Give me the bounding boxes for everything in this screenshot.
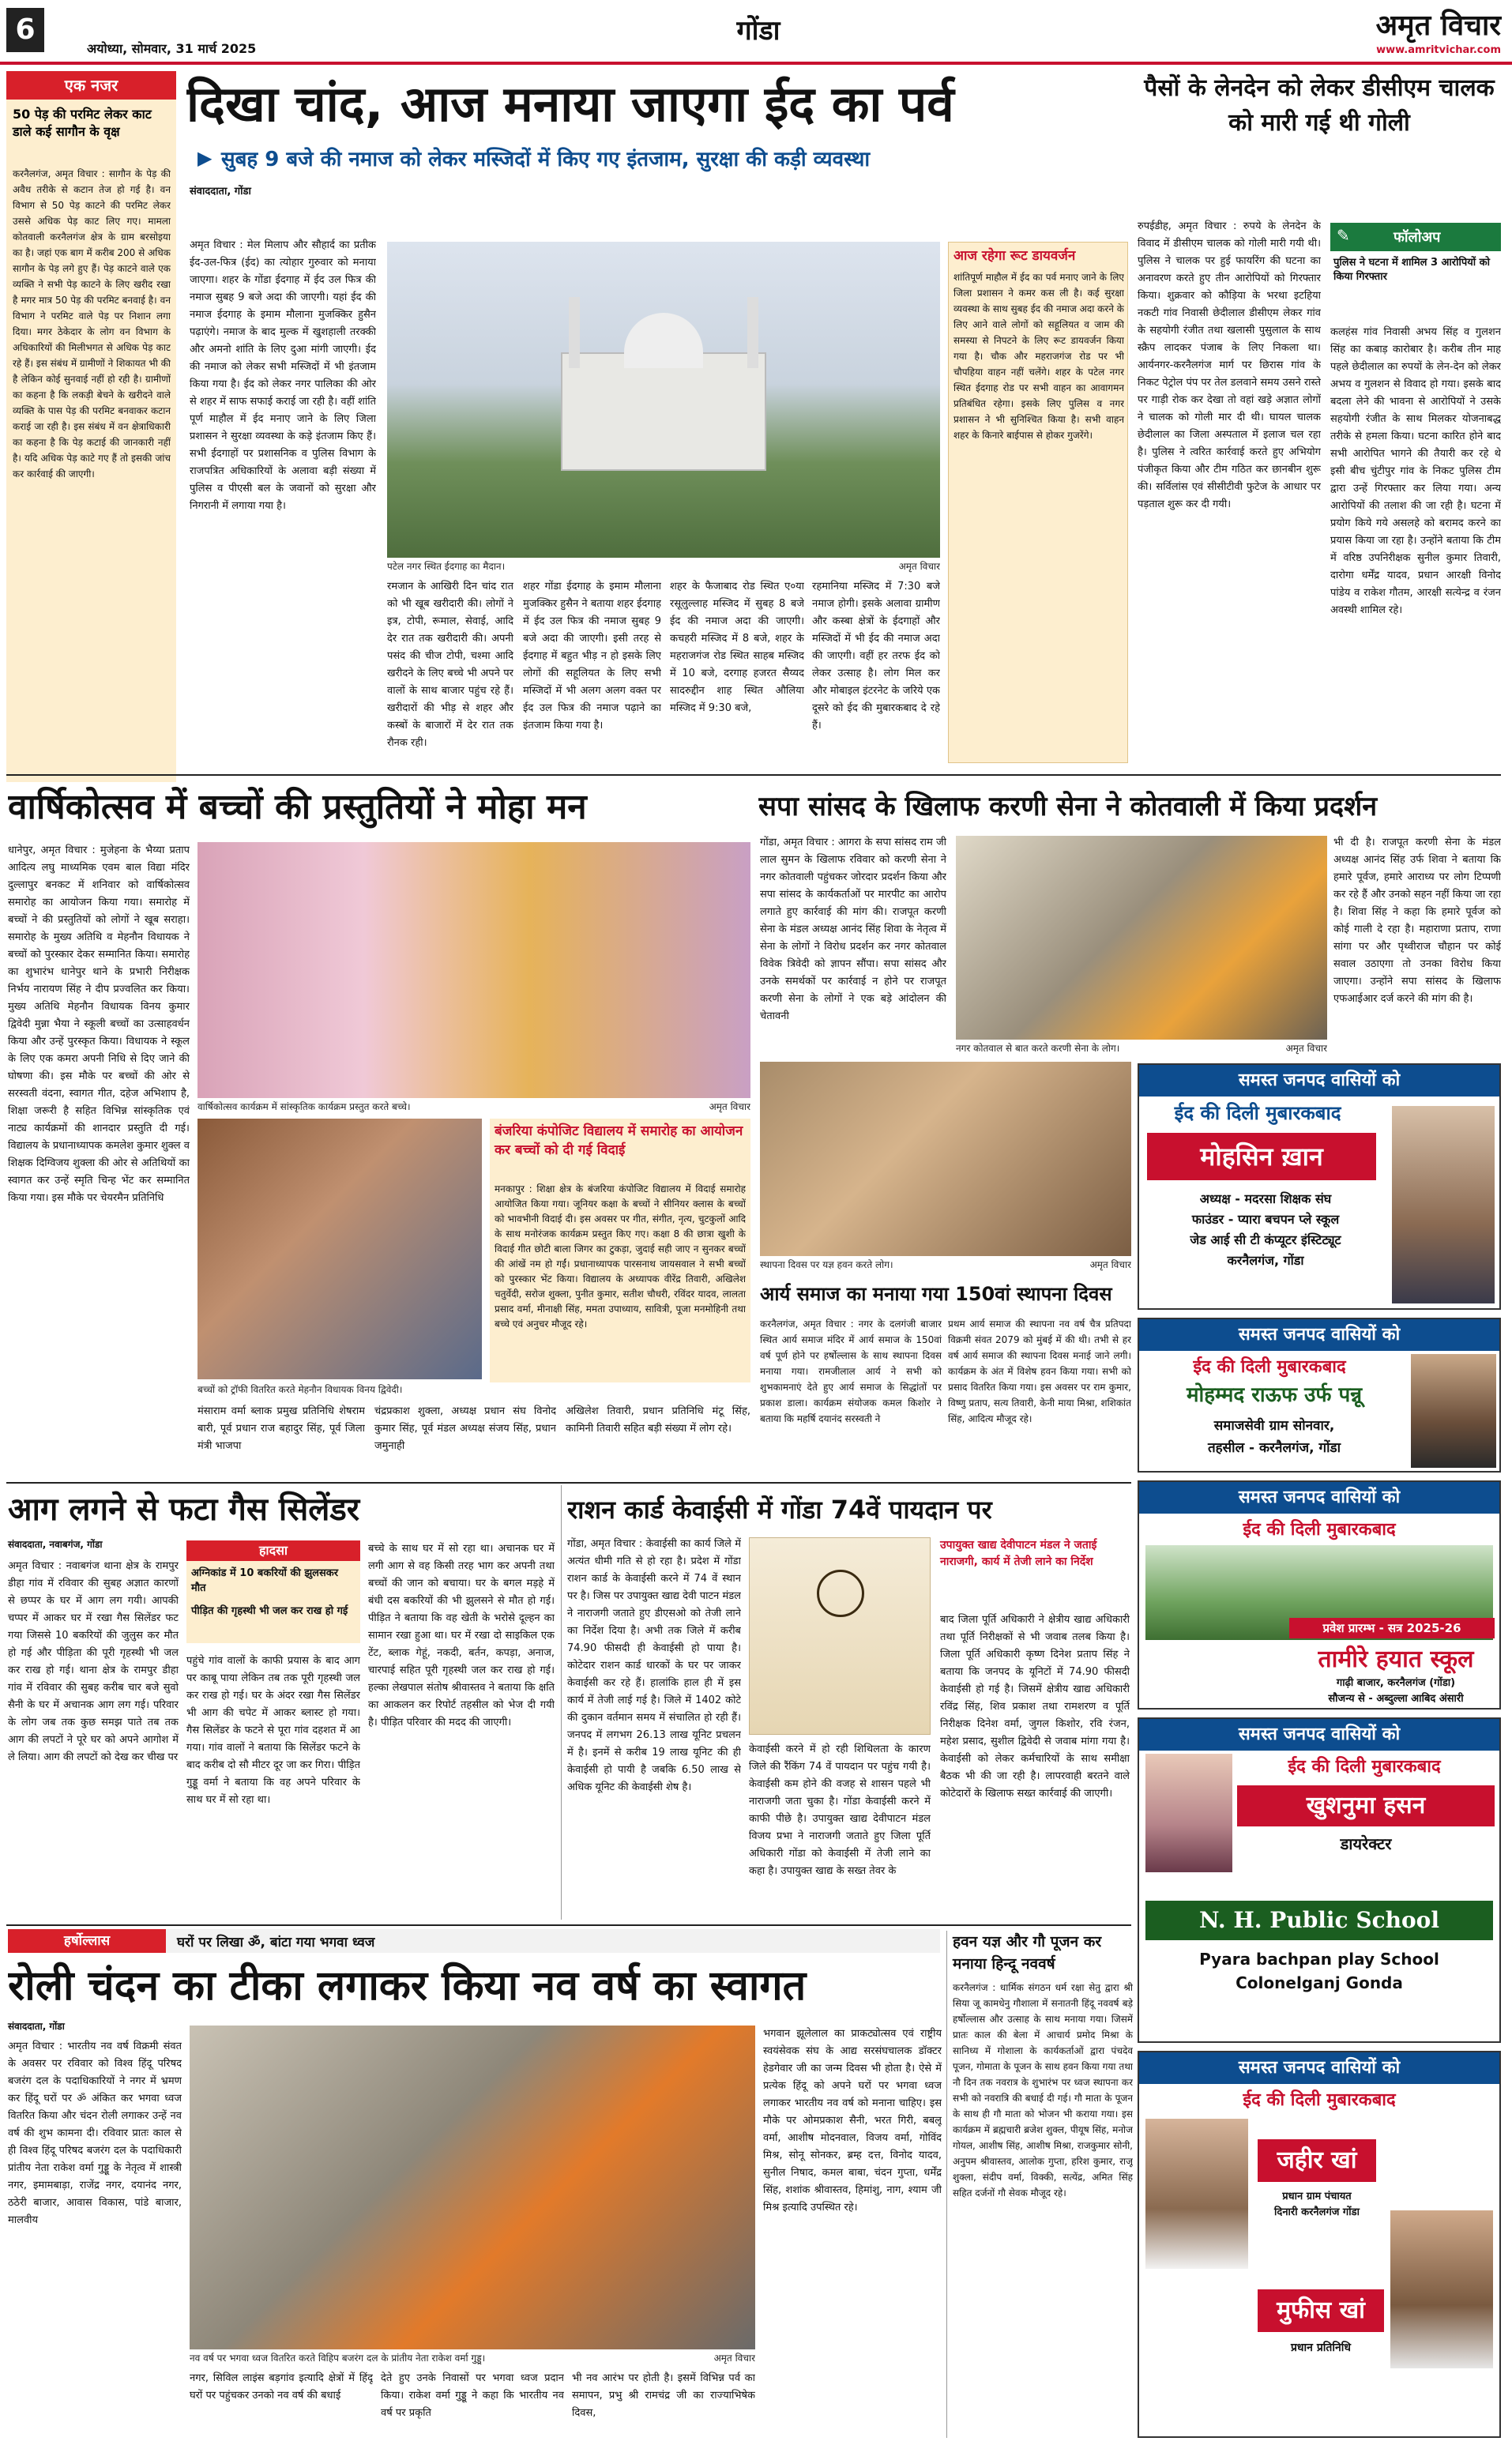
navvarsh-kicker-bar xyxy=(8,1929,940,1953)
ad1-detail-3: करनैलगंज, गोंडा xyxy=(1227,1253,1304,1268)
ad3-wish: ईद की दिली मुबारकबाद xyxy=(1243,1520,1396,1540)
navvarsh-kicker-sub: घरों पर लिखा ॐ, बांटा गया भगवा ध्वज xyxy=(177,1935,375,1950)
rule-1 xyxy=(6,774,1501,776)
followup-label: फॉलोअप xyxy=(1394,229,1441,246)
ek-nazar-label: एक नजर xyxy=(6,71,176,100)
dcm-body: रुपईडीह, अमृत विचार : रुपये के लेनदेन के विवाद में डीसीएम चालक को गोली मारी गयी थी। पुलिस ने चालक पर हुई फायरिंग की घटना का अनावरण करते हुए तीन आरोपियों को गिरफ्तार किया। शुक्रवार को कौड़िया के भरथा इटहिया नकटी गांव निवासी छेदीलाल डीसीएम लेकर गांव के सहयोगी रंजीत तथा खलासी पुसुलाल के साथ स्क्रैप लादकर पंजाब के लिए निकला था। आर्यनगर-करनैलगंज मार्ग पर छिरास गांव के निकट पेट्रोल पंप पर तेल डलवाने समय उसने रास्ते पर गाड़ी रोक कर देखा तो वहां खड़े अज्ञात लोगों ने चालक को गोली मार दी थी। घायल चालक छेदीलाल का जिला अस्पताल में इलाज चल रहा है। पुलिस ने त्वरित कार्रवाई करते हुए अभियोग पंजीकृत किया और टीम गठित कर छानबीन शुरू की। सर्विलांस एवं सीसीटीवी फुटेज के आधार पर पड़ताल शुरू कर दी गयी। xyxy=(1138,220,1321,510)
annual-bottom-col3: अखिलेश तिवारी, प्रधान प्रतिनिधि मंटू सिंह, कामिनी तिवारी सहित बड़ी संख्या में लोग रहे। xyxy=(566,1405,750,1435)
ad5-wish: ईद की दिली मुबारकबाद xyxy=(1243,2090,1396,2110)
annual-photo2-caption: बच्चों को ट्रॉफी वितरित करते मेहनौन विधायक विनय द्विवेदी। xyxy=(197,1382,482,1396)
paper-logo: अमृत विचार xyxy=(1375,9,1501,42)
ad2-portrait xyxy=(1411,1354,1496,1468)
ration-col3: बाद जिला पूर्ति अधिकारी ने क्षेत्रीय खाद्य अधिकारी तथा पूर्ति निरीक्षकों से भी जवाब तलब किया है। जिला पूर्ति अधिकारी कृष्ण दिनेश प्रताप सिंह ने बताया कि जनपद के यूनिटों में 74.90 फीसदी केवाईसी हो गई है। जिसमें क्षेत्रीय खाद्य अधिकारी रविंद्र सिंह, शिव प्रकाश तथा रामशरण व पूर्ति निरीक्षक दिनेश वर्मा, जुगल किशोर, रवि रंजन, महेश प्रसाद, सुशील द्विवेदी से जवाब मांगा गया है। केवाईसी को लेकर कर्मचारियों के साथ समीक्षा बैठक भी की जा रही है। लापरवाही बरतने वाले कोटेदारों के खिलाफ सख्त कार्रवाई की जाएगी। xyxy=(940,1614,1130,1800)
ad5-portrait-1 xyxy=(1145,2119,1248,2269)
ad-khushnuma xyxy=(1138,1717,1501,2043)
cylinder-col2: पहुंचे गांव वालों के काफी प्रयास के बाद आग पर काबू पाया लेकिन तब तक पूरी गृहस्थी जल कर राख हो गई। घर के अंदर रखा गैस सिलेंडर भी आग की चपेट में आकर ब्लास्ट हो गया। गैस सिलेंडर के फटने से पूरा गांव दहशत में आ गया। गांव वालों ने बताया कि सिलेंडर फटने के बाद करीब दो सौ मीटर दूर जा कर गिरा। पीड़ित गुड्डू वर्मा ने बताया कि वह अपने परिवार के साथ घर में सो रहा था। xyxy=(186,1655,360,1806)
ad-mohsin xyxy=(1138,1063,1501,1310)
ad1-detail-0: अध्यक्ष - मदरसा शिक्षक संघ xyxy=(1199,1191,1332,1206)
route-box-title: आज रहेगा रूट डायवर्जन xyxy=(953,248,1076,264)
ad4-detail-0: डायरेक्टर xyxy=(1340,1834,1392,1853)
karni-body: गोंडा, अमृत विचार : आगरा के सपा सांसद राम जी लाल सुमन के खिलाफ रविवार को करणी सेना ने नगर कोतवाली पहुंचकर जोरदार प्रदर्शन किया और सपा सांसद के कार्यकर्ताओं पर मारपीट का आरोप लगाते हुए कार्रवाई की मांग की। राजपूत करणी सेना के मंडल अध्यक्ष आनंद सिंह शिवा के नेतृत्व में सेना के लोगों ने विरोध प्रदर्शन कर नगर कोतवाल विवेक त्रिवेदी को ज्ञापन सौंपा। सपा सांसद और उनके समर्थकों पर कार्रवाई न होने पर राजपूत करणी सेना के लोगों ने एक बड़े आंदोलन की चेतावनी xyxy=(760,837,946,1022)
karni-photo xyxy=(956,836,1327,1040)
karni-headline: सपा सांसद के खिलाफ करणी सेना ने कोतवाली में किया प्रदर्शन xyxy=(758,791,1378,822)
ad-rauf xyxy=(1138,1318,1501,1473)
havan-body: करनैलगंज : धार्मिक संगठन धर्म रक्षा सेतु द्वारा श्री सिया जू कामधेनु गौशाला में सनातनी हिंदू नववर्ष बड़े हर्षोल्लास और उत्साह के साथ मनाया गया। जिसमें प्रातः काल की बेला में आचार्य प्रमोद मिश्रा के सानिध्य में गोशाला के कार्यकर्ताओं द्वारा पंचदेव पूजन, गोमाता के पूजन के साथ हवन किया गया तथा नौ दिन तक नवरात्र के शुभारंभ पर ध्वज स्थापना कर सभी को नवरात्रि की बधाई दी गई। गौ माता के पूजन के साथ ही गौ माता को भोजन भी कराया गया। इस कार्यक्रम में ब्रह्मचारी ब्रजेश शुक्ल, पीयूष सिंह, मनोज गोयल, आशीष सिंह, आशीष मिश्रा, राजकुमार सोनी, अनुपम श्रीवास्तव, आलोक गुप्ता, हरिश कुमार, राजू शुक्ला, संदीप वर्मा, विक्की, सत्येंद्र, अमित सिंह सहित दर्जनों गौ सेवक मौजूद रहे। xyxy=(953,1982,1133,2199)
navvarsh-photo-caption: नव वर्ष पर भगवा ध्वज वितरित करते विहिप बजरंग दल के प्रांतीय नेता राकेश वर्मा गुड्डू। xyxy=(190,2351,679,2364)
lead-subhead-text: सुबह 9 बजे की नमाज को लेकर मस्जिदों में किए गए इंतजाम, सुरक्षा की कड़ी व्यवस्था xyxy=(221,148,871,171)
arya-photo-caption: स्थापना दिवस पर यज्ञ हवन करते लोग। xyxy=(760,1258,1029,1271)
annual-photo1-caption: वार्षिकोत्सव कार्यक्रम में सांस्कृतिक कार्यक्रम प्रस्तुत करते बच्चे। xyxy=(197,1100,624,1113)
ad4-school-sub-0: Pyara bachpan play School xyxy=(1199,1950,1439,1969)
lead-photo-caption: पटेल नगर स्थित ईदगाह का मैदान। xyxy=(387,559,782,573)
ad4-wish: ईद की दिली मुबारकबाद xyxy=(1288,1757,1441,1777)
dcm-col2: कलहंस गांव निवासी अभय सिंह व गुलशन सिंह का कबाड़ कारोबार है। करीब तीन माह पहले छेदीलाल का रुपयों के लेन-देन को लेकर अभय व गुलशन से विवाद हो गया। इसके बाद बदला लेने की भावना से आरोपियों ने उसके सहयोगी रंजीत के साथ मिलकर योजनाबद्ध तरीके से हमला किया। घटना कारित होने बाद सभी आरोपित भागने की तैयारी कर रहे थे इसी बीच चुंटीपुर गांव के निकट पुलिस टीम द्वारा उन्हें गिरफ्तार कर लिया गया। अन्य आरोपियों की तलाश की जा रही है। घटना में प्रयोग किये गये असलहे को बरामद करने का प्रयास किया जा रहा है। उन्होंने बताया कि टीम में वरिष्ठ उपनिरीक्षक सुनील कुमार तिवारी, दारोगा धर्मेंद्र यादव, प्रधान आरक्षी विनोद पांडेय व राकेश गौतम, आरक्षी सत्येन्द्र व रंजन अवस्थी शामिल रहे। xyxy=(1330,326,1501,616)
route-box-body: शांतिपूर्ण माहौल में ईद का पर्व मनाए जाने के लिए जिला प्रशासन ने कमर कस ली है। कई सुरक्षा व्यवस्था के साथ सुबह ईद की नमाज अदा करने के लिए आने वाले लोगों को सहूलियत व जाम की समस्या से निपटने के लिए रूट डायवर्जन किया गया है। चौक और महराजगंज रोड पर भी चौपहिया वाहन नहीं चलेंगे। शहर के पटेल नगर स्थित ईदगाह रोड पर सभी वाहन का आवागमन प्रतिबंधित रहेगा। इसके लिए पुलिस व नगर प्रशासन ने भी सुनिश्चित किया है। सभी वाहन शहर के किनारे बाईपास से होकर गुजरेंगे। xyxy=(953,272,1124,441)
ad4-portrait xyxy=(1145,1754,1232,1872)
navvarsh-photo-credit: अमृत विचार xyxy=(692,2351,755,2364)
mosque-shape xyxy=(561,352,766,471)
lead-byline: संवाददाता, गोंडा xyxy=(190,186,251,197)
followup-tag xyxy=(1330,223,1501,251)
ad1-detail-1: फाउंडर - प्यारा बचपन प्ले स्कूल xyxy=(1191,1212,1340,1227)
ad1-wish: ईद की दिली मुबारकबाद xyxy=(1174,1102,1341,1124)
lead-col2: रमजान के आखिरी दिन चांद रात को भी खूब खरीदारी की। लोगों ने इत्र, टोपी, रूमाल, सेवाई, आदि देर रात तक खरीदारी की। अपनी पसंद की चीज टोपी, चश्मा आदि खरीदने के लिए बच्चे भी अपने पर वालों के साथ बाजार पहुंच रहे हैं। खरीदारों की भीड़ से शहर और कस्बों के बाजारों में देर रात तक रौनक रही। xyxy=(387,581,513,749)
annual-bottom-col1: मंसाराम वर्मा ब्लाक प्रमुख प्रतिनिधि शेषराम बारी, पूर्व प्रधान राज बहादुर सिंह, पूर्व जिला मंत्री भाजपा xyxy=(197,1405,365,1452)
annual-photo-1 xyxy=(197,842,750,1098)
ad3-name: तामीरे हयात स्कूल xyxy=(1318,1646,1474,1673)
cylinder-box-label: हादसा xyxy=(186,1540,360,1561)
navvarsh-col3: देते हुए उनके निवासों पर भगवा ध्वज प्रदान किया। राकेश वर्मा गुड्डू ने कहा कि भारतीय नव वर्ष पर प्रकृति xyxy=(381,2372,564,2419)
havan-headline: हवन यज्ञ और गौ पूजन कर मनाया हिन्दू नववर्ष xyxy=(953,1933,1102,1973)
annual-bottom-col2: चंद्रप्रकाश शुक्ला, अध्यक्ष प्रधान संघ विनोद कुमार सिंह, पूर्व मंडल अध्यक्ष संजय सिंह, प्रधान जमुनाही xyxy=(374,1405,556,1452)
navvarsh-col4-end: भी नव आरंभ पर होती है। इसमें विभिन्न पर्व का समापन, प्रभु श्री रामचंद्र जी का राज्याभिषेक दिवस, xyxy=(572,2372,755,2419)
route-box xyxy=(948,242,1128,763)
ad1-detail-2: जेड आई सी टी कंप्यूटर इंस्टिट्यूट xyxy=(1190,1232,1341,1247)
ad-zaheer xyxy=(1138,2051,1501,2438)
ration-headline: राशन कार्ड केवाईसी में गोंडा 74वें पायदान पर xyxy=(567,1495,992,1525)
navvarsh-col2: नगर, सिविल लाइंस बड़गांव इत्यादि क्षेत्रों में हिंदू घरों पर पहुंचकर उनको नव वर्ष की बधाई xyxy=(190,2372,373,2402)
divider-ration xyxy=(561,1485,562,1920)
navvarsh-byline: संवाददाता, गोंडा xyxy=(8,2021,65,2032)
farewell-headline: बंजरिया कंपोजिट विद्यालय में समारोह का आयोजन कर बच्चों को दी गई विदाई xyxy=(495,1123,743,1158)
annual-photo1-credit: अमृत विचार xyxy=(687,1100,750,1113)
arya-photo xyxy=(760,1062,1131,1256)
ad3-banner: प्रवेश प्रारम्भ - सत्र 2025-26 xyxy=(1289,1618,1495,1638)
lead-col1: अमृत विचार : मेल मिलाप और सौहार्द का प्रतीक ईद-उल-फित्र (ईद) का त्योहार गुरुवार को मनाया जाएगा। शहर के गोंडा ईदगाह में ईद उल फित्र की नमाज सुबह 9 बजे अदा की जाएगी। यहां ईद की नमाज ईदगाह के इमाम मौलाना मुजक्किर हुसैन पढ़ाएंगे। नमाज के बाद मुल्क में खुशहाली तरक्की और अमनो शांति के लिए दुआ मांगी जाएगी। ईद की नमाज को लेकर सभी मस्जिदों में भी इंतजाम किया गया है। ईद को लेकर नगर पालिका की ओर से शहर में साफ सफाई कराई जा रही है। वहीं शांति पूर्ण माहौल में ईद मनाए जाने के लिए जिला प्रशासन ने सुरक्षा व्यवस्था के कड़े इंतजाम किए हैं। सभी ईदगाहों पर प्रशासनिक व पुलिस विभाग के राजपत्रित अधिकारियों के अलावा बड़ी संख्या में पुलिस व पीएसी बल के जवानों को सुरक्षा और निगरानी में लगाया गया है। xyxy=(190,239,376,512)
minaret-right xyxy=(747,297,758,368)
minaret-left xyxy=(569,297,580,368)
section-title: गोंडा xyxy=(736,15,780,47)
ad3-detail-0: गाढ़ी बाजार, करनैलगंज (गोंडा) xyxy=(1336,1677,1456,1689)
cylinder-col3: बच्चे के साथ घर में सो रहा था। अचानक घर में लगी आग से वह किसी तरह भाग कर अपनी तथा बच्चों की जान को बचाया। घर के बगल मड़हे में बंधी दस बकरियों की भी झुलसने से मौत हो गई। पीड़ित ने बताया कि वह खेती के भरोसे दूल्हन का सामान रखा हुआ था। घर में रखा दो साइकिल एक टेंट, ब्लाक गेहूं, नकदी, बर्तन, कपड़ा, अनाज, चारपाई सहित पूरी गृहस्थी जल कर राख हो गई। हल्का लेखपाल संतोष श्रीवास्तव ने बताया कि क्षति का आकलन कर रिपोर्ट तहसील को भेज दी गयी है। पीड़ित परिवार की मदद की जाएगी। xyxy=(368,1543,555,1728)
ration-card-emblem xyxy=(817,1570,864,1617)
ad5-name: जहीर खां xyxy=(1258,2139,1376,2182)
ad2-detail-1: तहसील - करनैलगंज, गोंडा xyxy=(1207,1440,1341,1456)
farewell-box xyxy=(490,1119,750,1382)
cylinder-box-item2: पीड़ित की गृहस्थी भी जल कर राख हो गई xyxy=(191,1605,348,1617)
ration-body: गोंडा, अमृत विचार : केवाईसी का कार्य जिले में अत्यंत धीमी गति से हो रहा है। प्रदेश में गोंडा राशन कार्ड के केवाईसी करने में 74 वें स्थान पर है। जिस पर उपायुक्त खाद्य देवी पाटन मंडल ने नाराजगी जताते हुए डीएसओ को तेजी लाने का निर्देश दिया है। अभी तक जिले में करीब 74.90 फीसदी ही केवाईसी हो पाया है। कोटेदार राशन कार्ड धारकों के घर पर जाकर केवाईसी कर रहे हैं। हालांकि हाल ही में इस कार्य में तेजी लाई गई है। जिले में 1402 कोटे की दुकान वर्तमान समय में संचालित हो रही हैं। जनपद में लगभग 26.13 लाख यूनिट प्रचलन में है। इनमें से करीब 19 लाख यूनिट की ही केवाईसी हो पायी है जबकि 6.50 लाख से अधिक यूनिट की केवाईसी शेष है। xyxy=(567,1538,741,1793)
ad4-name: खुशनुमा हसन xyxy=(1237,1785,1495,1826)
followup-box xyxy=(1330,223,1501,294)
arya-body2: प्रथम आर्य समाज की स्थापना नव वर्ष चैत्र प्रतिपदा विक्रमी संवत 2079 को मुंबई में की थी। तभी से हर वर्ष आर्य समाज की स्थापना दिवस मनाई जाने लगी। कार्यक्रम के अंत में विशेष हवन किया गया। सभी को प्रसाद वितरित किया गया। इस अवसर पर राम कुमार, विष्णु प्रताप, सत्य तिवारी, केनी माया मिश्रा, शशिकांत सिंह, आदित्य मौजूद रहे। xyxy=(948,1318,1131,1424)
ad4-school: N. H. Public School xyxy=(1145,1901,1493,1940)
annual-headline: वार्षिकोत्सव में बच्चों की प्रस्तुतियों ने मोहा मन xyxy=(8,787,587,827)
annual-photo-2 xyxy=(197,1119,482,1379)
karni-right-col: भी दी है। राजपूत करणी सेना के मंडल अध्यक्ष आनंद सिंह उर्फ शिवा ने बताया कि हमारे पूर्वज, हमारे आराध्य पर लोग टिप्पणी कर रहे हैं और उनको सहन नहीं किया जा रहा है। शिवा सिंह ने कहा कि हमारे पूर्वज को कोई गाली दे रहा है। महाराणा प्रताप, राणा सांगा पर और पृथ्वीराज चौहान पर कोई सवाल उठाएगा तो उनका विरोध किया जाएगा। उन्होंने सपा सांसद के खिलाफ एफआईआर दर्ज करने की मांग की है। xyxy=(1333,837,1501,1005)
ad5-detail-1: दिनारी करनैलगंज गोंडा xyxy=(1274,2206,1360,2218)
lead-photo xyxy=(387,242,940,558)
lead-photo-credit: अमृत विचार xyxy=(877,559,940,573)
ad5-detail2-0: प्रधान प्रतिनिधि xyxy=(1290,2342,1352,2354)
navvarsh-col4: भगवान झूलेलाल का प्राकट्योत्सव एवं राष्ट्रीय स्वयंसेवक संघ के आद्य सरसंघचालक डॉक्टर हेडगेवार जी का जन्म दिवस भी होता है। ऐसे में प्रत्येक हिंदू को अपने घरों पर भगवा ध्वज लगाकर भारतीय नव वर्ष को मनाना चाहिए। इस मौके पर ओमप्रकाश सैनी, भरत गिरी, बबलू वर्मा, आशीष मोदनवाल, विजय वर्मा, गोविंद मिश्र, सोनू सोनकर, ब्रम्ह दत्त, विनोद यादव, सुनील निषाद, कमल बाबा, चंदन गुप्ता, धर्मेंद्र सिंह, शशांक श्रीवास्तव, हिमांशु, नाग, श्याम जी मिश्र इत्यादि उपस्थित रहे। xyxy=(763,2028,942,2214)
lead-col5: रहमानिया मस्जिद में 7:30 बजे नमाज होगी। इसके अलावा ग्रामीण और कस्बा क्षेत्रों के ईदगाहों और मस्जिदों में भी ईद की नमाज अदा की जाएगी। वहीं हर तरफ ईद को लेकर उत्साह है। लोग मिल कर और मोबाइल इंटरनेट के जरिये एक दूसरे को ईद की मुबारकबाद दे रहे हैं। xyxy=(812,581,940,732)
navvarsh-kicker: हर्षोल्लास xyxy=(8,1929,166,1953)
ad1-title: समस्त जनपद वासियों को xyxy=(1139,1065,1499,1096)
dcm-headline: पैसों के लेनदेन को लेकर डीसीएम चालक को मारी गई थी गोली xyxy=(1144,74,1495,137)
farewell-body: मनकापुर : शिक्षा क्षेत्र के बंजरिया कंपोजिट विद्यालय में विदाई समारोह आयोजित किया गया। जूनियर कक्षा के बच्चों ने सीनियर क्लास के बच्चों को भावभीनी विदाई दी। इस अवसर पर गीत, संगीत, नृत्य, चुटकुलों आदि के साथ मनोरंजक कार्यक्रम प्रस्तुत किए गए। कक्षा 8 की छात्रा खुशी के विदाई गीत छोटी बाला जिगर का टुकड़ा, जुदाई सही जाए न सुनकर बच्चों की आंखें नम हो गईं। प्रधानाध्यापक पारसनाथ जायसवाल ने सभी बच्चों को पुरस्कार भेंट किया। विद्यालय के अध्यापक वीरेंद्र तिवारी, अखिलेश चतुर्वेदी, सरोज शुक्ला, पुनीत कुमार, सतीश चौधरी, रविंदर यादव, लालता प्रसाद वर्मा, मीनाक्षी सिंह, ममता उपाध्याय, सावित्री, पूजा मनमोहिनी तथा बच्चे एवं अनुचर मौजूद रहे। xyxy=(495,1183,746,1330)
ad2-detail-0: समाजसेवी ग्राम सोनवार, xyxy=(1213,1418,1335,1434)
annual-body: धानेपुर, अमृत विचार : मुजेहना के भैय्या प्रताप आदित्य लघु माध्यमिक एवम बाल विद्या मंदिर दुल्लापुर बनकट में शनिवार को वार्षिकोत्सव समारोह का आयोजन किया गया। समारोह में बच्चों ने की प्रस्तुतियों को लोगों ने खूब सराहा। समारोह के मुख्य अतिथि व मेहनौन विधायक ने बच्चों को पुरस्कार देकर सम्मानित किया। समारोह का शुभारंभ धानेपुर थाने के प्रभारी निरीक्षक निर्भय नारायण सिंह ने दीप प्रज्वलित कर किया। मुख्य अतिथि मेहनौन विधायक विनय कुमार द्विवेदी मुन्ना भैया ने स्कूली बच्चों का उत्साहवर्धन किया और उन्हें पुरस्कृत किया। विधायक ने स्कूल के लिए एक कमरा अपनी निधि से दिए जाने की घोषणा की। इस मौके पर बच्चों की ओर से सरस्वती वंदना, स्वागत गीत, दहेज अभिशाप है, शिक्षा जरूरी है सहित विभिन्न सांस्कृतिक एवं नाट्य कार्यक्रमों की शानदार प्रस्तुति दी गई। विद्यालय के प्रधानाध्यापक कमलेश कुमार शुक्ल व शिक्षक दिग्विजय शुक्ला की ओर से अतिथियों का स्वागत कर उन्हें स्मृति चिन्ह भेंट कर सम्मानित किया गया। इस मौके पर चेयरमैन प्रतिनिधि xyxy=(8,844,190,1204)
ad3-title: समस्त जनपद वासियों को xyxy=(1139,1482,1499,1514)
ad2-wish: ईद की दिली मुबारकबाद xyxy=(1193,1357,1346,1377)
arya-headline: आर्य समाज का मनाया गया 150वां स्थापना दिवस xyxy=(760,1283,1112,1305)
ad4-title: समस्त जनपद वासियों को xyxy=(1139,1719,1499,1751)
ration-col2: केवाईसी करने में हो रही शिथिलता के कारण जिले की रैंकिंग 74 वें पायदान पर पहुंच गयी है। केवाईसी कम होने की वजह से शासन पहले भी नाराजगी जता चुका है। गोंडा केवाईसी करने में काफी पीछे है। उपायुक्त खाद्य देवीपाटन मंडल विजय प्रभा ने नाराजगी जताते हुए जिला पूर्ति अधिकारी गोंडा को केवाईसी में तेजी लाने का कहा है। उपायुक्त खाद्य के सख्त तेवर के xyxy=(749,1743,931,1877)
ad5-title: समस्त जनपद वासियों को xyxy=(1139,2052,1499,2084)
masthead xyxy=(0,0,1512,65)
cylinder-box-item1: अग्निकांड में 10 बकरियों की झुलसकर मौत xyxy=(191,1567,339,1594)
ad1-portrait xyxy=(1392,1106,1495,1303)
ration-photo xyxy=(749,1537,931,1735)
karni-photo-caption: नगर कोतवाल से बात करते करणी सेना के लोग। xyxy=(956,1041,1256,1055)
rule-3 xyxy=(6,1924,1131,1926)
masthead-rule xyxy=(0,62,1512,65)
lead-headline: दिखा चांद, आज मनाया जाएगा ईद का पर्व xyxy=(186,75,954,133)
ek-nazar-box xyxy=(6,71,176,782)
cylinder-headline: आग लगने से फटा गैस सिलेंडर xyxy=(8,1491,360,1528)
rule-2 xyxy=(6,1482,1131,1484)
ration-side-heading: उपायुक्त खाद्य देवीपाटन मंडल ने जताई नाराजगी, कार्य में तेजी लाने का निर्देश xyxy=(940,1539,1097,1568)
lead-col3: शहर गोंडा ईदगाह के इमाम मौलाना मुजक्किर हुसैन ने बताया शहर ईदगाह में ईद उल फित्र की नमाज सुबह 9 बजे अदा की जाएगी। इसी तरह से ईदगाह में बहुत भीड़ न हो इसके लिए लोगों की सहूलियत के लिए सभी मस्जिदों में भी अलग अलग वक्त पर ईद उल फित्र की नमाज पढ़ाने का इंतजाम किया गया है। xyxy=(523,581,661,732)
ad-tameere xyxy=(1138,1480,1501,1710)
arya-photo-credit: अमृत विचार xyxy=(1068,1258,1131,1271)
ad2-title: समस्त जनपद वासियों को xyxy=(1139,1319,1499,1351)
navvarsh-photo xyxy=(190,2026,755,2349)
cylinder-body: अमृत विचार : नवाबगंज थाना क्षेत्र के रामपुर डीहा गांव में रविवार की सुबह अज्ञात कारणों से छप्पर के घर में आग लग गयी। आपकी चप्पर में आकर घर में रखा गैस सिलेंडर फट गया जिससे 10 बकरियों की जुलुस कर मौत हो गई और पीड़िता की पूरी गृहस्थी भी जल कर राख हो गई। थाना क्षेत्र के रामपुर डीहा गांव में रविवार की सुबह करीब चार बजे सुवो सैनी के घर में अचानक आग लग गई। परिवार के लोग जब तक कुछ समझ पाते तब तक आग की लपटों ने पूरे घर को अपने आगोश में ले लिया। आग की लपटों को देख कर चीख पर xyxy=(8,1560,179,1763)
ek-nazar-headline: 50 पेड़ की परमिट लेकर काट डाले कई सागौन के वृक्ष xyxy=(13,107,152,139)
subhead-arrow-icon: ▶ xyxy=(197,147,213,169)
cylinder-box xyxy=(186,1540,360,1643)
ek-nazar-body: करनैलगंज, अमृत विचार : सागौन के पेड़ की अवैध तरीके से कटान तेज हो गई है। वन विभाग से 50 पेड़ काटने की परमिट लेकर उससे अधिक पेड़ काट लिए गए। मामला कोतवाली करनैलगंज क्षेत्र के ग्राम बरसोइया का है। जहां एक बाग में करीब 200 से अधिक सागौन के पेड़ लगे हुए हैं। पेड़ काटने वाले एक व्यक्ति ने सभी पेड़ काटने के लिए खरीद रखा है मगर मात्र 50 पेड़ की परमिट बनवाई है। वन विभाग ने परमिट वाले पेड़ पर निशान लगा दिया। मगर ठेकेदार के लोग वन विभाग के अधिकारियों की मिलीभगत से अधिक पेड़ काट रहे हैं। इस संबंध में ग्रामीणों ने शिकायत भी की है लेकिन कोई सुनवाई नहीं हो रही है। ग्रामीणों का कहना है कि लकड़ी बेचने के खरीदने वाले व्यक्ति के पास पेड़ की परमिट बनवाकर कटान कराई जा रही है। इस संबंध में वन क्षेत्राधिकारी का कहना है कि पेड़ कटाई की जानकारी नहीं है। यदि अधिक पेड़ काटे गए हैं तो इसकी जांच कर कार्रवाई की जाएगी। xyxy=(13,168,171,480)
followup-edit-icon: ✎ xyxy=(1337,226,1350,245)
dateline: अयोध्या, सोमवार, 31 मार्च 2025 xyxy=(87,41,257,56)
navvarsh-headline: रोली चंदन का टीका लगाकर किया नव वर्ष का स्वागत xyxy=(8,1962,807,2010)
ad5-detail-0: प्रधान ग्राम पंचायत xyxy=(1282,2191,1352,2202)
followup-sub: पुलिस ने घटना में शामिल 3 आरोपियों को किया गिरफ्तार xyxy=(1333,257,1491,283)
page-number: 6 xyxy=(6,8,44,52)
ad2-name: मोहम्मद राऊफ उर्फ पन्नू xyxy=(1186,1383,1363,1407)
divider-havan xyxy=(946,1931,947,2438)
ad5-name2: मुफीस खां xyxy=(1258,2289,1384,2332)
ad3-detail-1: सौजन्य से - अब्दुल्ला आबिद अंसारी xyxy=(1328,1693,1464,1705)
ad1-name: मोहसिन ख़ान xyxy=(1147,1133,1376,1180)
arya-body: करनैलगंज, अमृत विचार : नगर के दलगंजी बाजार स्थित आर्य समाज मंदिर में आर्य समाज के 150वां वर्ष पूर्ण होने पर हर्षोल्लास के साथ स्थापना दिवस मनाया गया। रामजीलाल आर्य ने सभी को शुभकामनाएं देते हुए आर्य समाज के सिद्धांतों पर प्रकाश डाला। कार्यक्रम संयोजक कमल किशोर ने बताया कि महर्षि दयानंद सरस्वती ने xyxy=(760,1318,942,1424)
karni-photo-credit: अमृत विचार xyxy=(1264,1041,1327,1055)
lead-col4: शहर के फैजाबाद रोड स्थित ए०या रसूलुल्लाह मस्जिद में सुबह 8 बजे ईद की नमाज अदा की जाएगी। कचहरी मस्जिद में 8 बजे, शहर के महराजगंज रोड स्थित साहब मस्जिद में 10 बजे, दरगाह हजरत सैय्यद सादरुद्दीन शाह स्थित औलिया मस्जिद में 9:30 बजे, xyxy=(670,581,804,714)
ad5-portrait-2 xyxy=(1390,2210,1493,2368)
navvarsh-body: अमृत विचार : भारतीय नव वर्ष विक्रमी संवत के अवसर पर रविवार को विश्व हिंदू परिषद बजरंग दल के पदाधिकारियों ने नगर में भ्रमण कर हिंदू घरों पर ॐ अंकित कर भगवा ध्वज वितरित किया और चंदन रोली लगाकर उन्हें नव वर्ष की शुभ कामना दी। रविवार प्रातः काल से ही विश्व हिंदू परिषद बजरंग दल के पदाधिकारी प्रांतीय नेता राकेश वर्मा गुड्डू के नेतृत्व में शास्त्री नगर, इमामबाड़ा, राजेंद्र नगर, दयानंद नगर, ठठेरी बाजार, आवास विकास, पांडे बाजार, मालवीय xyxy=(8,2041,182,2226)
mosque-dome xyxy=(624,313,703,368)
ad4-school-sub-1: Colonelganj Gonda xyxy=(1236,1973,1403,1992)
lead-subhead xyxy=(197,144,1130,175)
cylinder-byline: संवाददाता, नवाबगंज, गोंडा xyxy=(8,1539,103,1550)
website: www.amritvichar.com xyxy=(1376,44,1501,56)
